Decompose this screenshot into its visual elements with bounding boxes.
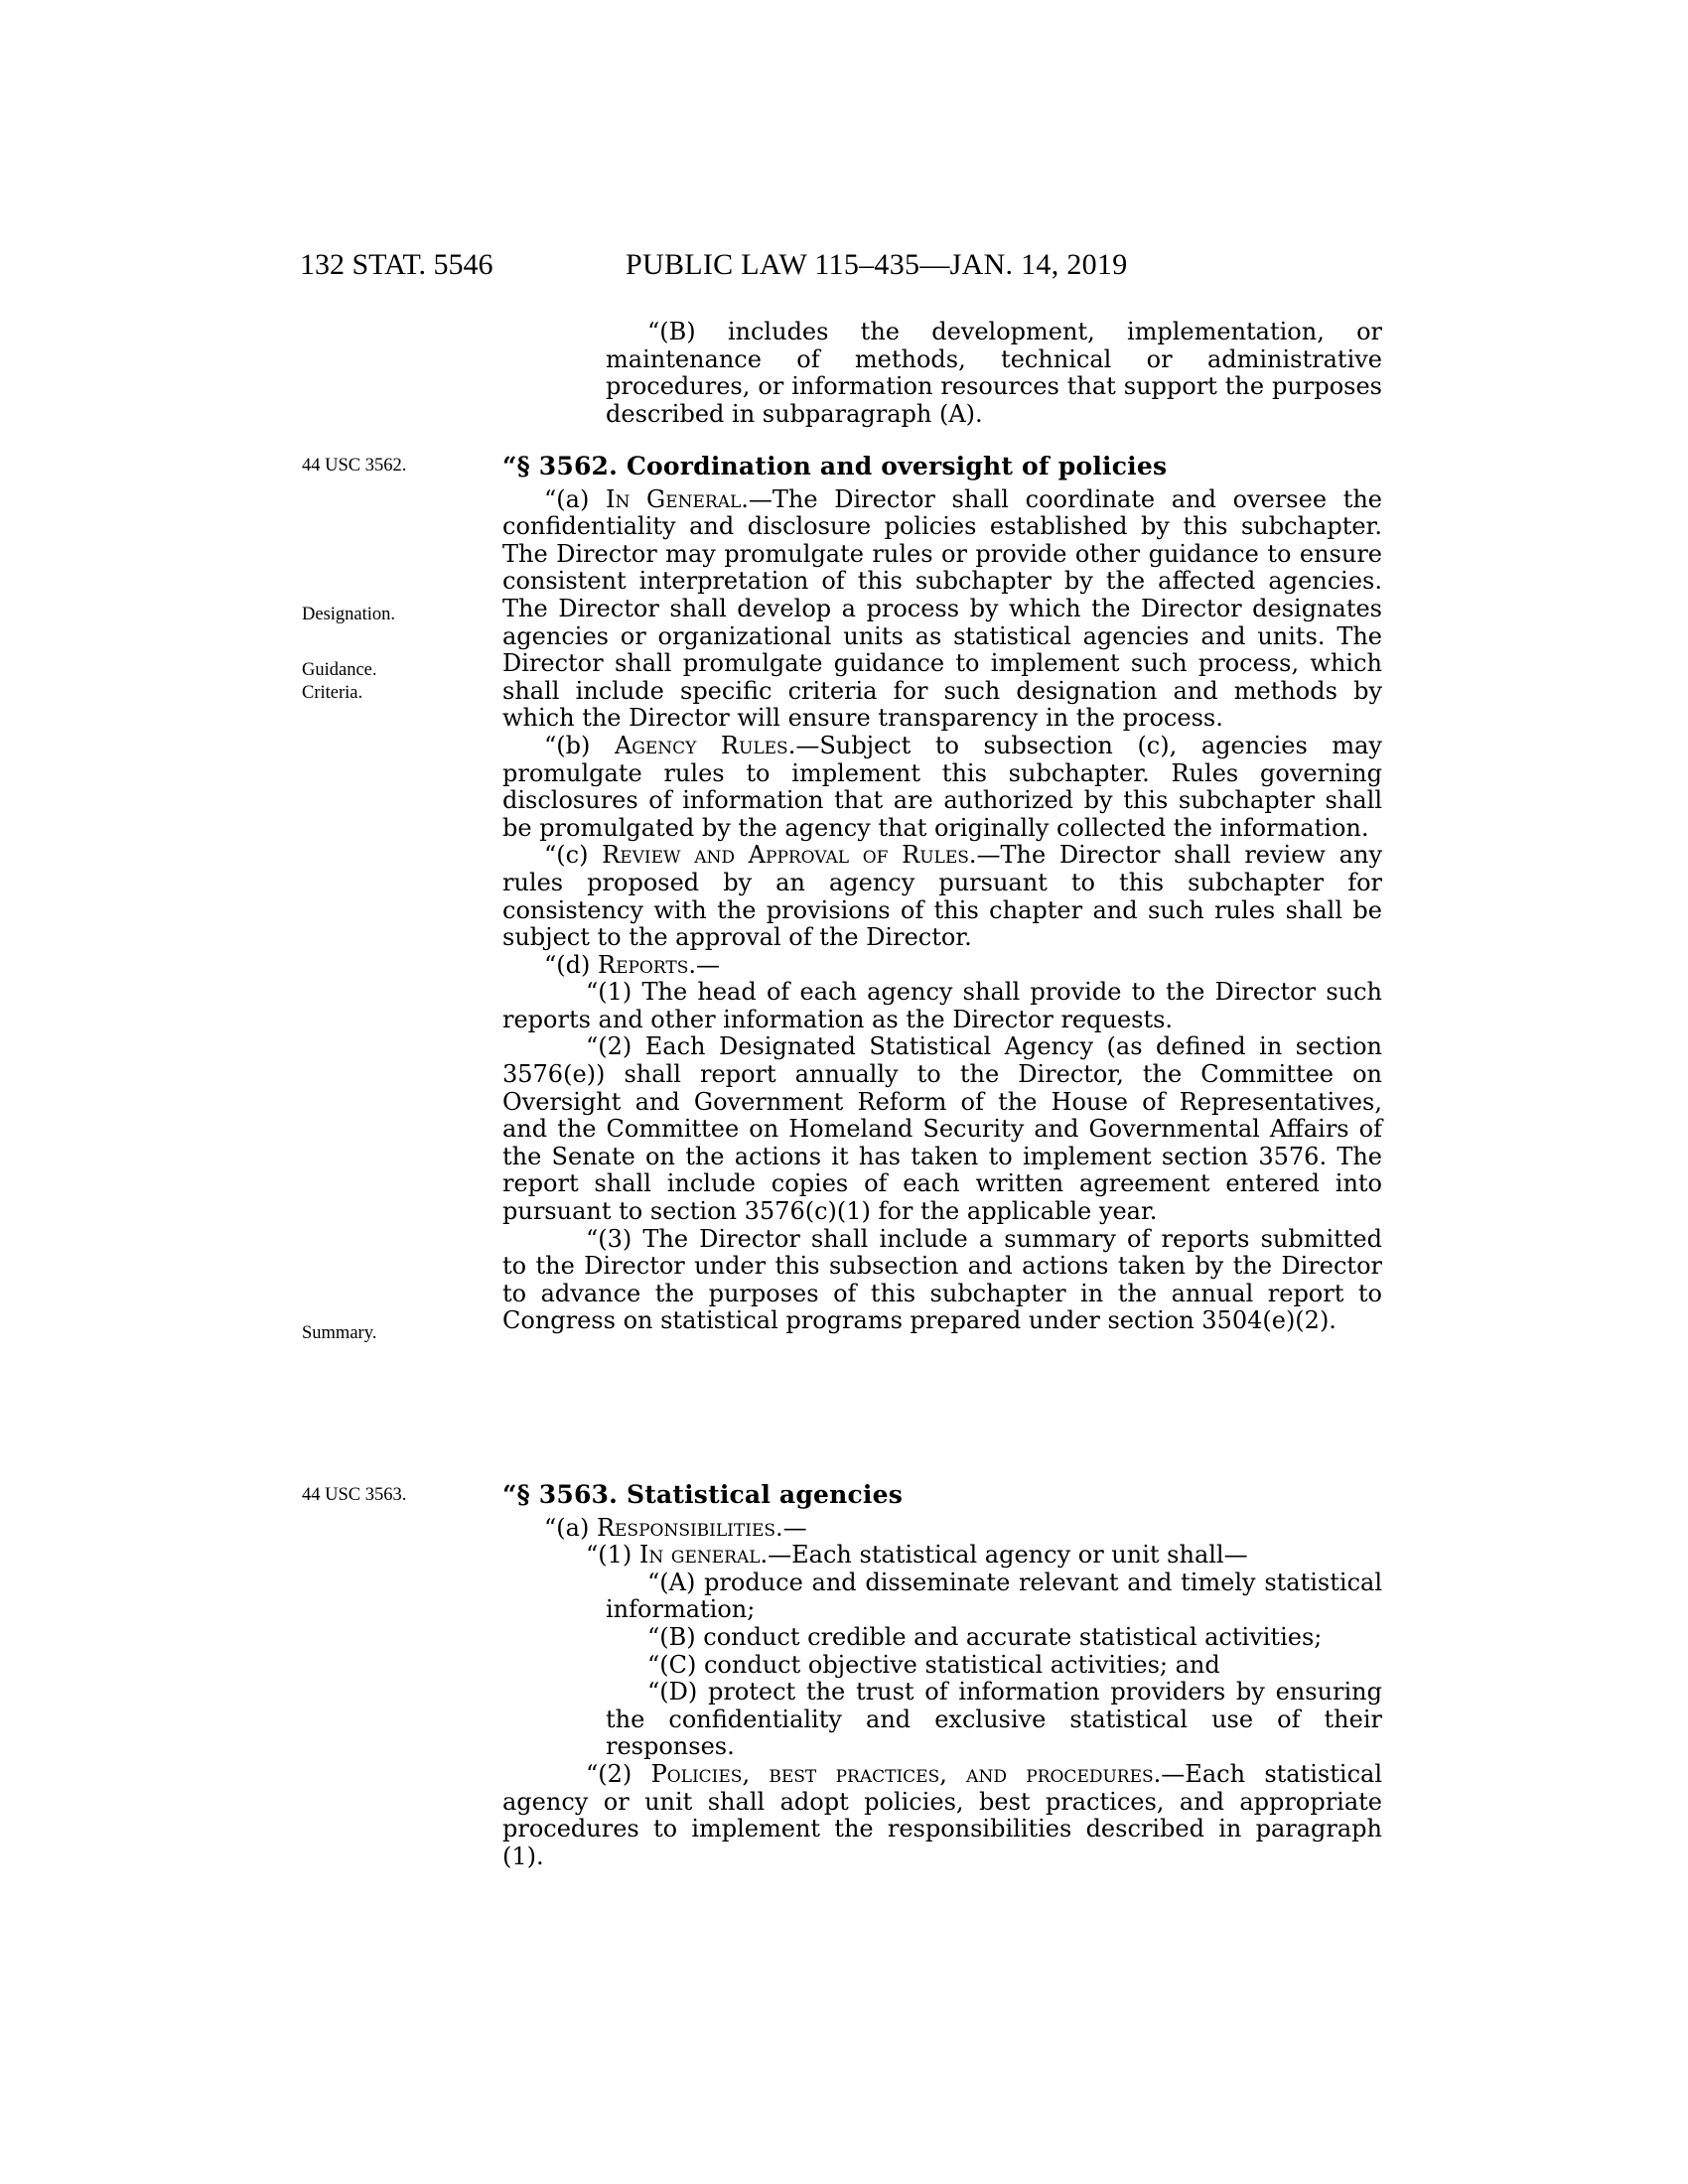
margin-note-summary: Summary.	[302, 1323, 377, 1343]
margin-note-44-usc-3563: 44 USC 3563.	[302, 1485, 407, 1505]
margin-note-44-usc-3562: 44 USC 3562.	[302, 456, 407, 476]
subsection-a-caption: In General	[606, 484, 742, 513]
subparagraph-B: “(B) conduct credible and accurate statistical activities;	[647, 1622, 1323, 1651]
section-3563-heading: “§ 3563. Statistical agencies	[502, 1480, 903, 1509]
margin-note-designation: Designation.	[302, 605, 396, 624]
subsection-a-general	[502, 486, 1382, 733]
margin-note-criteria: Criteria.	[302, 683, 363, 703]
subsection-a-text: .—The Director shall coordinate and oversee the confidentiality and disclosure policies established by this subchapter. The Director may promulgate rules or provide other guidance to ensure consistent interpretation of this subchapter by the affected agencies. The Director shall develop a process by which the Director designates agencies or organizational units as statistical agencies and units. The Director shall promulgate guidance to implement such process, which shall include specific criteria for such designation and methods by which the Director will ensure transparency in the process.	[502, 484, 1383, 733]
subsection-b-caption: Agency Rules	[614, 731, 788, 759]
subparagraph-D: “(D) protect the trust of information providers by ensuring the confidentiality and exclusive statistical use of their responses.	[606, 1678, 1382, 1761]
paragraph-2-policies	[502, 1761, 1382, 1870]
subsection-c-caption: Review and Approval of Rules	[602, 841, 969, 870]
paragraph-1-text: .—Each statistical agency or unit shall—	[760, 1541, 1248, 1570]
subsection-c-review	[502, 842, 1382, 951]
paragraph-2-prefix: “(2)	[586, 1759, 651, 1788]
public-law-title: PUBLIC LAW 115–435—JAN. 14, 2019	[626, 248, 1128, 281]
margin-note-guidance: Guidance.	[302, 660, 377, 680]
continuation-block	[502, 319, 1382, 428]
paragraph-1-in-general	[502, 1542, 1382, 1570]
stat-citation: 132 STAT. 5546	[300, 248, 493, 281]
subsection-d-reports	[502, 952, 1382, 980]
subsection-b-prefix: “(b)	[544, 731, 615, 759]
subsection-b-agency-rules	[502, 733, 1382, 842]
subsection-d-caption: Reports	[598, 950, 689, 979]
paragraph-d1: “(1) The head of each agency shall provide to the Director such reports and other information as the Director requests.	[502, 978, 1382, 1033]
paragraph-2-caption: Policies, best practices, and procedures	[650, 1759, 1154, 1788]
subsection-c-prefix: “(c)	[544, 841, 603, 870]
subparagraph-A: “(A) produce and disseminate relevant and timely statistical information;	[606, 1568, 1382, 1624]
subsection-a-caption: Responsibilities	[596, 1513, 775, 1542]
subsection-c-text: .—The Director shall review any rules proposed by an agency pursuant to this subchapter for consistency with the provisions of this chapter and such rules shall be subject to the approval of the Director.	[502, 841, 1382, 952]
subsection-d-prefix: “(d)	[544, 950, 598, 979]
paragraph-d3: “(3) The Director shall include a summary of reports submitted to the Director under this subsection and actions taken by the Director to advance the purposes of this subchapter in the annual report to Congress on statistical programs prepared under section 3504(e)(2).	[502, 1224, 1382, 1335]
subsection-a-text: .—	[775, 1513, 807, 1542]
section-3563	[502, 1481, 1382, 1870]
subsection-b-text: .—Subject to subsection (c), agencies may promulgate rules to implement this subchapter. Rules governing disclosures of information that are authorized by this subchapter shall be promulgated by the agency that originally collected the information.	[502, 731, 1382, 842]
subsection-a-prefix: “(a)	[544, 1513, 597, 1542]
section-3562-heading: “§ 3562. Coordination and oversight of policies	[502, 452, 1168, 480]
subparagraph-C: “(C) conduct objective statistical activities; and	[647, 1650, 1220, 1679]
subsection-a-responsibilities	[502, 1515, 1382, 1543]
subsection-a-prefix: “(a)	[544, 484, 606, 513]
paragraph-1-prefix: “(1)	[586, 1541, 639, 1570]
subsection-d-text: .—	[688, 950, 720, 979]
paragraph-d2: “(2) Each Designated Statistical Agency (as defined in section 3576(e)) shall report annually to the Director, the Committee on Oversight and Government Reform of the House of Representatives, and the Committee on Homeland Security and Governmental Affairs of the Senate on the actions it has taken to implement section 3576. The report shall include copies of each written agreement entered into pursuant to section 3576(c)(1) for the applicable year.	[502, 1032, 1382, 1226]
paragraph-b-continuation: “(B) includes the development, implementation, or maintenance of methods, technical or administrative procedures, or information resources that support the purposes described in subparagraph (A).	[606, 318, 1382, 428]
paragraph-2-text: .—Each statistical agency or unit shall adopt policies, best practices, and appropriate procedures to implement the responsibilities described in paragraph (1).	[502, 1759, 1382, 1870]
paragraph-1-caption: In general	[638, 1541, 761, 1570]
section-3562	[502, 453, 1382, 1335]
